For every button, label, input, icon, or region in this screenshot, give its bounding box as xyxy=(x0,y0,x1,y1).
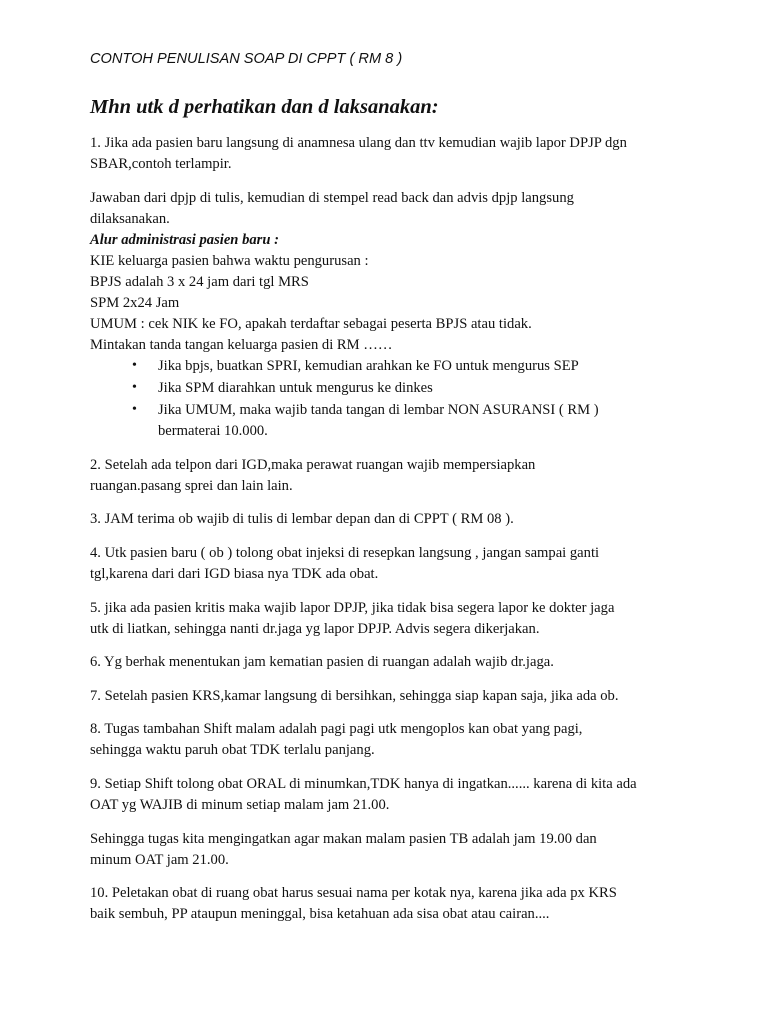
paragraph-item-9-line-1: 9. Setiap Shift tolong obat ORAL di minumkan,TDK hanya di ingatkan...... karena di kita ada xyxy=(90,776,637,792)
alur-title: Alur administrasi pasien baru : xyxy=(90,232,279,248)
document-subtitle: Mhn utk d perhatikan dan d laksanakan: xyxy=(90,96,439,118)
document-heading: CONTOH PENULISAN SOAP DI CPPT ( RM 8 ) xyxy=(90,51,403,67)
paragraph-item-2-line-2: ruangan.pasang sprei dan lain lain. xyxy=(90,478,293,494)
paragraph-1-line-1: 1. Jika ada pasien baru langsung di anamnesa ulang dan ttv kemudian wajib lapor DPJP dgn xyxy=(90,135,627,151)
paragraph-item-8-line-1: 8. Tugas tambahan Shift malam adalah pagi pagi utk mengoplos kan obat yang pagi, xyxy=(90,721,583,737)
alur-line: UMUM : cek NIK ke FO, apakah terdaftar sebagai peserta BPJS atau tidak. xyxy=(90,316,532,332)
paragraph-item-4-line-1: 4. Utk pasien baru ( ob ) tolong obat injeksi di resepkan langsung , jangan sampai ganti xyxy=(90,545,600,561)
paragraph-item-8-line-2: sehingga waktu paruh obat TDK terlalu panjang. xyxy=(90,742,375,758)
paragraph-2-line-2: dilaksanakan. xyxy=(90,211,170,227)
alur-line: KIE keluarga pasien bahwa waktu pengurusan : xyxy=(90,253,369,269)
bullet-icon: • xyxy=(132,402,137,417)
paragraph-item-7: 7. Setelah pasien KRS,kamar langsung di bersihkan, sehingga siap kapan saja, jika ada ob. xyxy=(90,688,619,704)
paragraph-item-5-line-2: utk di liatkan, sehingga nanti dr.jaga yg lapor DPJP. Advis segera dikerjakan. xyxy=(90,621,540,637)
bullet-icon: • xyxy=(132,380,137,395)
bullet-icon: • xyxy=(132,358,137,373)
paragraph-1-line-2: SBAR,contoh terlampir. xyxy=(90,156,232,172)
bullet-item-continuation: bermaterai 10.000. xyxy=(158,423,268,439)
paragraph-item-3: 3. JAM terima ob wajib di tulis di lembar depan dan di CPPT ( RM 08 ). xyxy=(90,511,514,527)
paragraph-item-9b-line-2: minum OAT jam 21.00. xyxy=(90,852,229,868)
alur-line: Mintakan tanda tangan keluarga pasien di RM …… xyxy=(90,337,393,353)
paragraph-item-5-line-1: 5. jika ada pasien kritis maka wajib lapor DPJP, jika tidak bisa segera lapor ke dokter jaga xyxy=(90,600,615,616)
bullet-item: Jika bpjs, buatkan SPRI, kemudian arahkan ke FO untuk mengurus SEP xyxy=(158,358,579,374)
paragraph-item-10-line-1: 10. Peletakan obat di ruang obat harus sesuai nama per kotak nya, karena jika ada px KRS xyxy=(90,885,617,901)
alur-line: BPJS adalah 3 x 24 jam dari tgl MRS xyxy=(90,274,309,290)
alur-line: SPM 2x24 Jam xyxy=(90,295,180,311)
bullet-item: Jika SPM diarahkan untuk mengurus ke dinkes xyxy=(158,380,433,396)
paragraph-item-9-line-2: OAT yg WAJIB di minum setiap malam jam 21.00. xyxy=(90,797,390,813)
paragraph-item-9b-line-1: Sehingga tugas kita mengingatkan agar makan malam pasien TB adalah jam 19.00 dan xyxy=(90,831,597,847)
bullet-item: Jika UMUM, maka wajib tanda tangan di lembar NON ASURANSI ( RM ) xyxy=(158,402,599,418)
paragraph-item-10-line-2: baik sembuh, PP ataupun meninggal, bisa ketahuan ada sisa obat atau cairan.... xyxy=(90,906,550,922)
paragraph-item-4-line-2: tgl,karena dari dari IGD biasa nya TDK ada obat. xyxy=(90,566,379,582)
paragraph-item-6: 6. Yg berhak menentukan jam kematian pasien di ruangan adalah wajib dr.jaga. xyxy=(90,654,554,670)
paragraph-item-2-line-1: 2. Setelah ada telpon dari IGD,maka perawat ruangan wajib mempersiapkan xyxy=(90,457,536,473)
paragraph-2-line-1: Jawaban dari dpjp di tulis, kemudian di stempel read back dan advis dpjp langsung xyxy=(90,190,574,206)
